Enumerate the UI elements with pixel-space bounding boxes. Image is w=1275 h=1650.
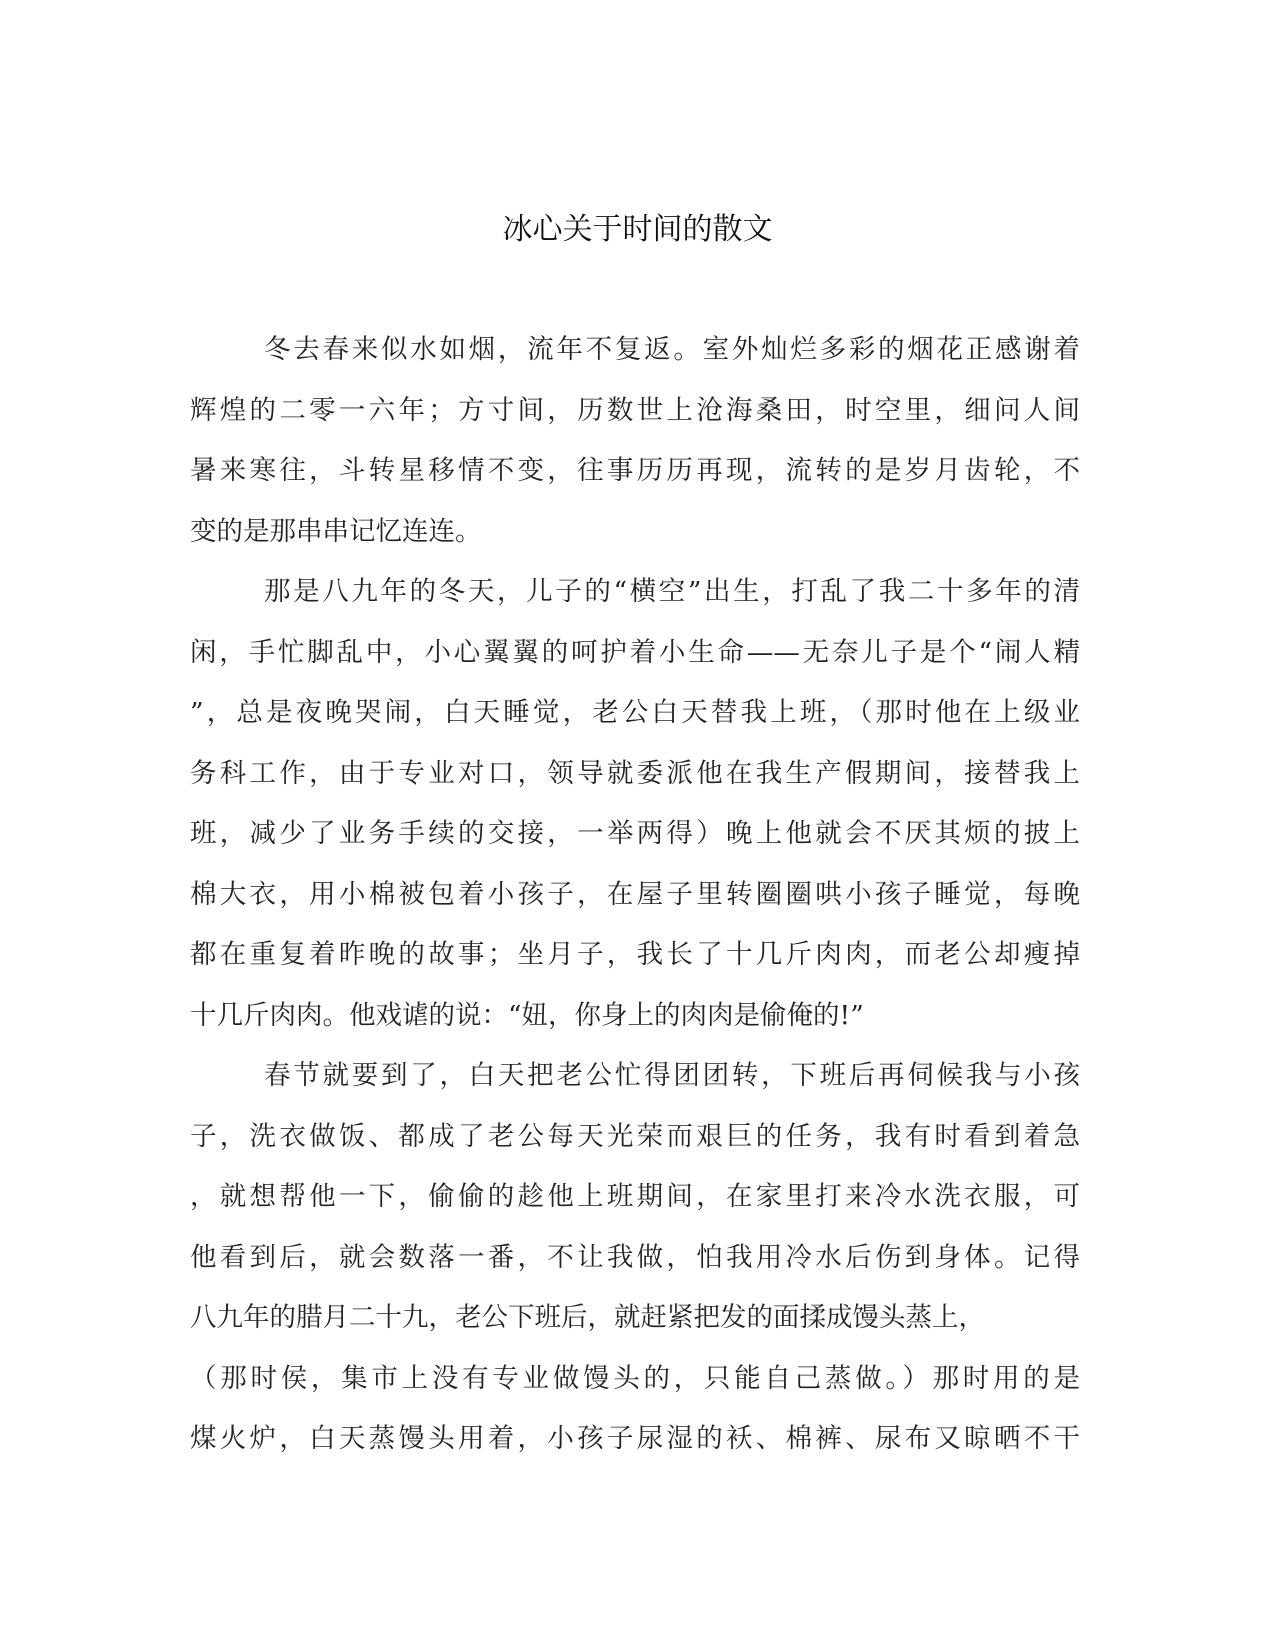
text-line: 子，洗衣做饭、都成了老公每天光荣而艰巨的任务，我有时看到着急 (190, 1120, 1080, 1152)
text-line: 棉大衣，用小棉被包着小孩子，在屋子里转圈圈哄小孩子睡觉，每晚 (190, 878, 1080, 910)
text-line: 冬去春来似水如烟，流年不复返。室外灿烂多彩的烟花正感谢着 (264, 334, 1080, 365)
text-line: 煤火炉，白天蒸馒头用着，小孩子尿湿的袄、棉裤、尿布又晾晒不干 (190, 1423, 1080, 1454)
text-line: 班，减少了业务手续的交接，一举两得）晚上他就会不厌其烦的披上 (190, 818, 1080, 849)
text-line: 春节就要到了，白天把老公忙得团团转，下班后再伺候我与小孩 (264, 1060, 1080, 1091)
text-line: 那是八九年的冬天，儿子的“横空”出生，打乱了我二十多年的清 (264, 576, 1080, 607)
text-line: 都在重复着昨晚的故事；坐月子，我长了十几斤肉肉，而老公却瘦掉 (190, 939, 1080, 970)
document-body (190, 330, 1080, 1480)
text-line: 辉煌的二零一六年；方寸间，历数世上沧海桑田，时空里，细问人间 (190, 394, 1080, 426)
text-line: 变的是那串串记忆连连。 (190, 515, 482, 547)
text-line: 八九年的腊月二十九，老公下班后，就赶紧把发的面揉成馒头蒸上， (190, 1302, 985, 1333)
text-line: ，就想帮他一下，偷偷的趁他上班期间，在家里打来冷水洗衣服，可 (190, 1181, 1080, 1212)
text-line: 闲，手忙脚乱中，小心翼翼的呵护着小生命——无奈儿子是个“闹人精 (190, 636, 1080, 668)
text-line: 他看到后，就会数落一番，不让我做，怕我用冷水后伤到身体。记得 (190, 1241, 1080, 1273)
document-title: 冰心关于时间的散文 (502, 212, 773, 247)
text-line: 十几斤肉肉。他戏谑的说：“妞，你身上的肉肉是偷俺的!” (190, 999, 864, 1031)
text-line: 暑来寒往，斗转星移情不变，往事历历再现，流转的是岁月齿轮，不 (190, 455, 1080, 486)
text-line: 务科工作，由于专业对口，领导就委派他在我生产假期间，接替我上 (190, 757, 1080, 789)
text-line: ”，总是夜晚哭闹，白天睡觉，老公白天替我上班，（那时他在上级业 (190, 697, 1080, 728)
text-line: （那时侯，集市上没有专业做馒头的，只能自己蒸做。）那时用的是 (190, 1362, 1080, 1394)
